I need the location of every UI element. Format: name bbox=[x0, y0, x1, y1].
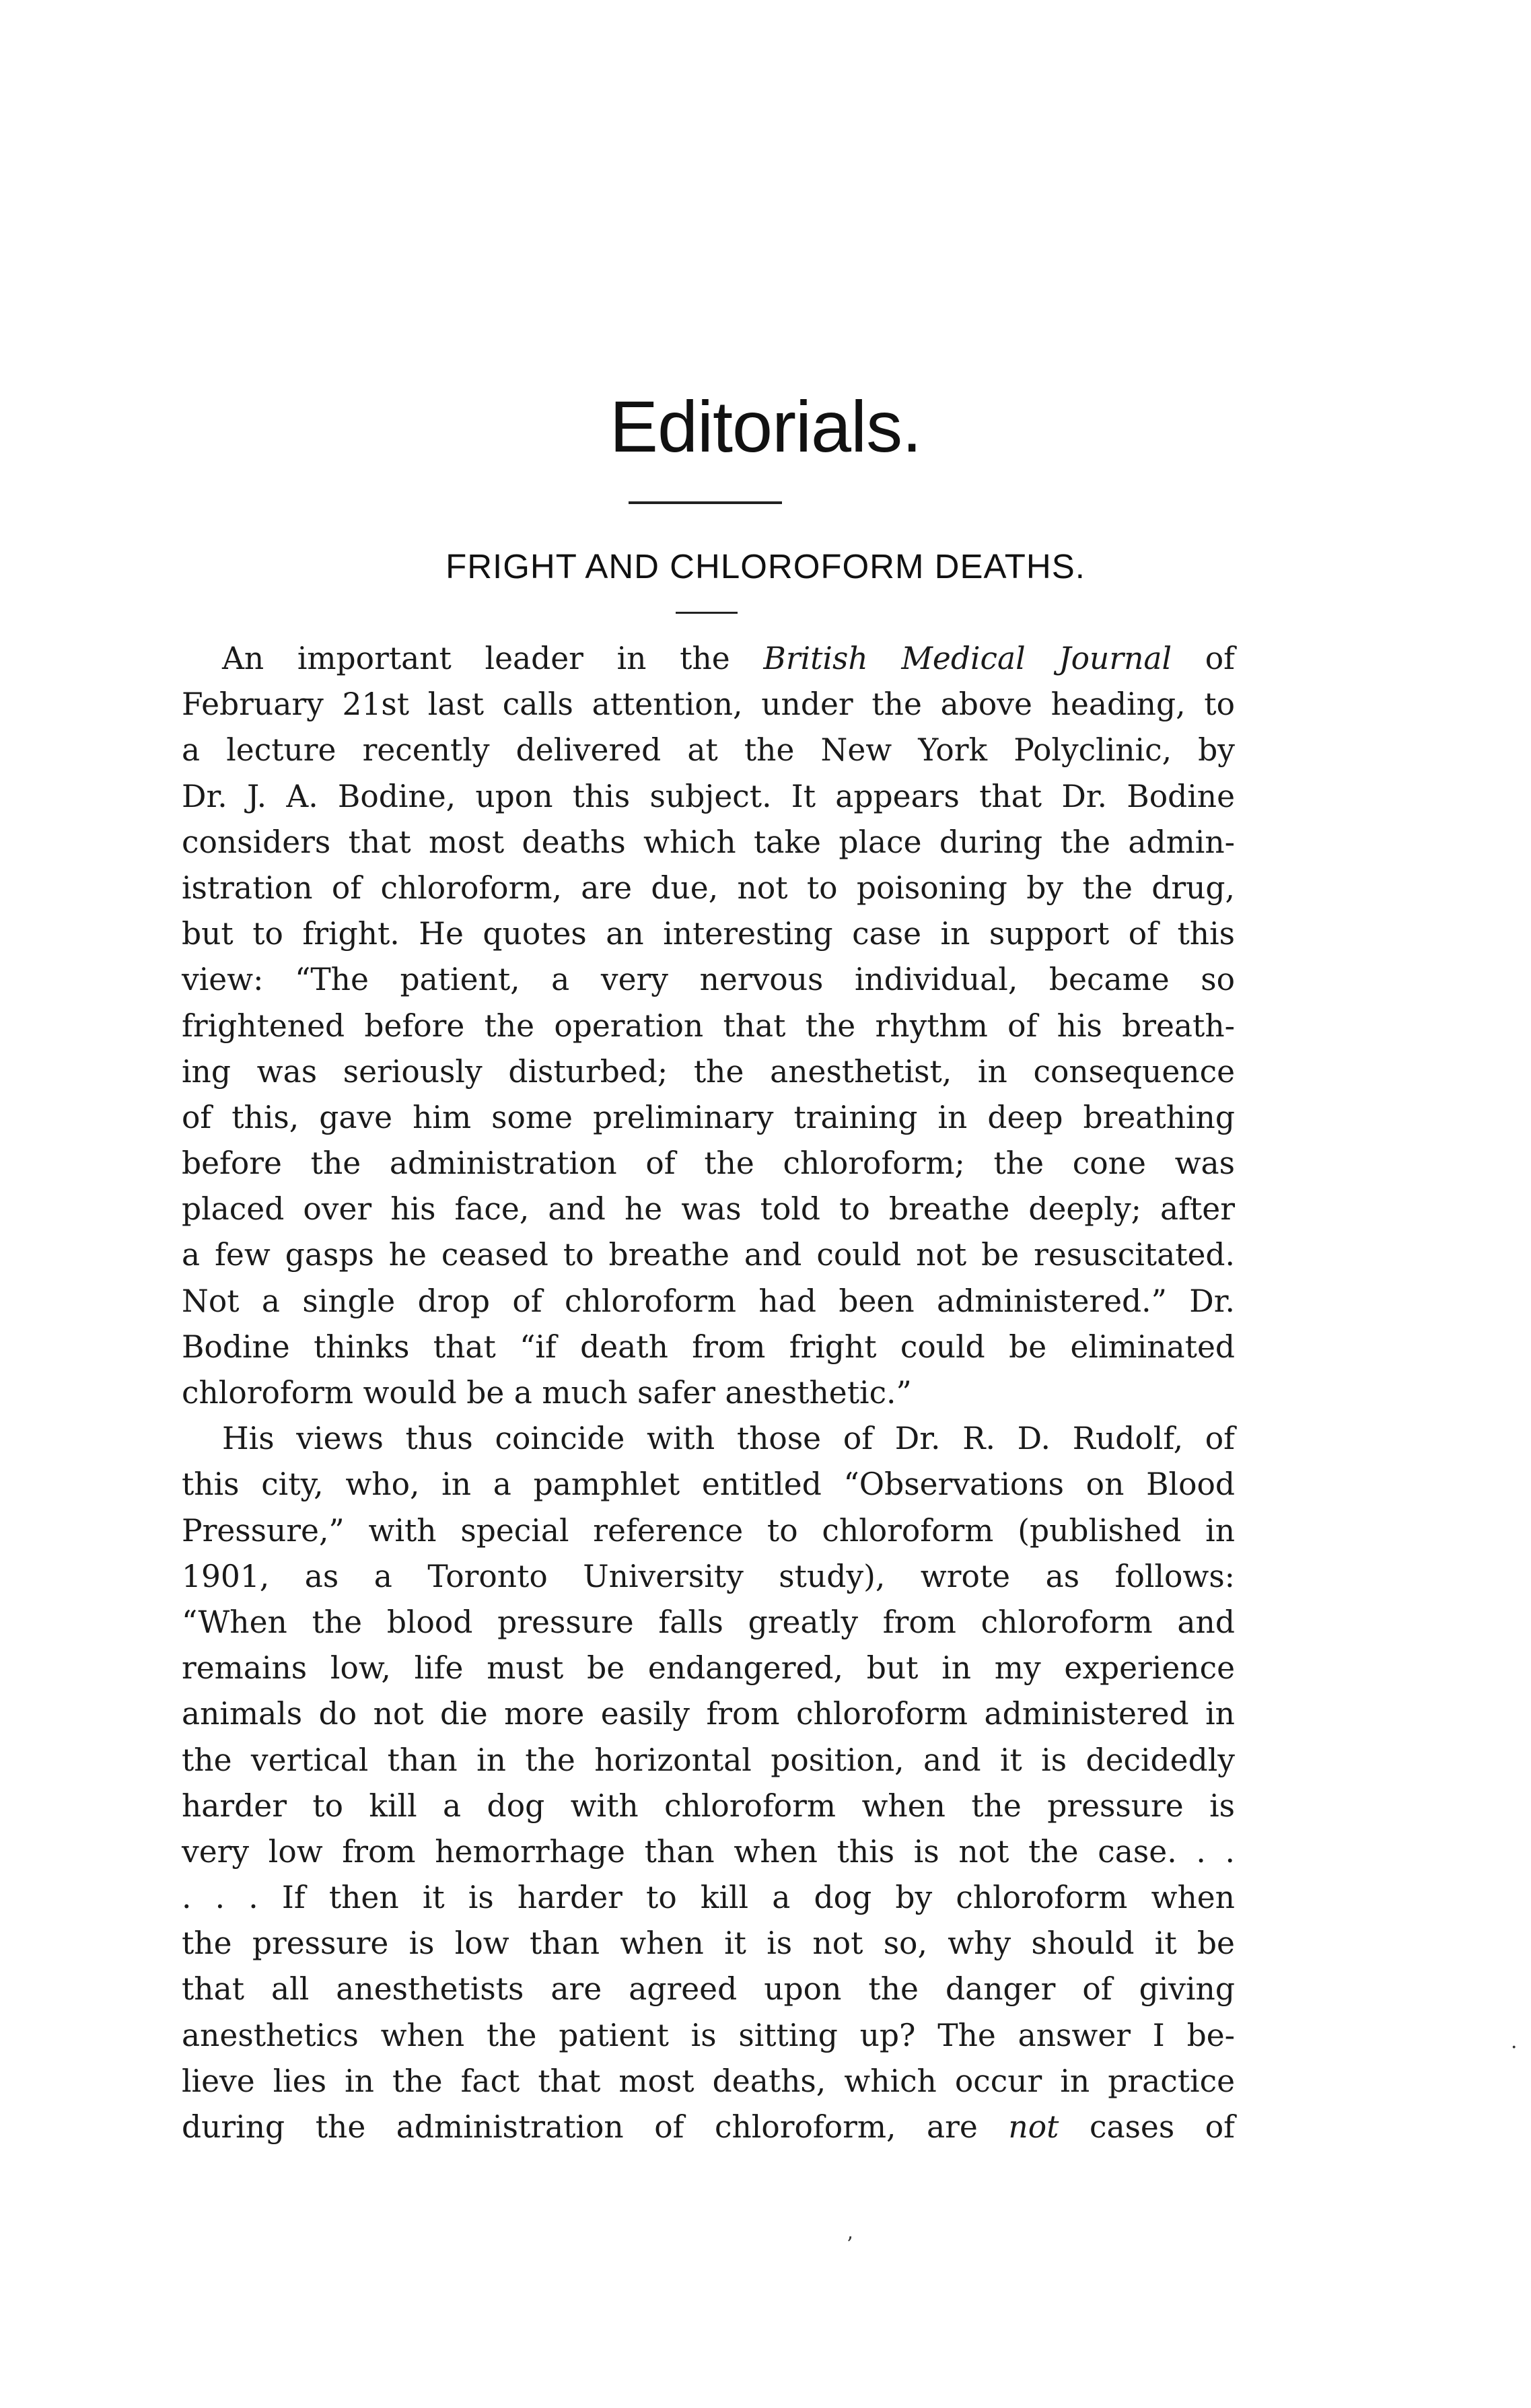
text-line: His views thus coincide with those of Dr. R. D. Rudolf, of bbox=[222, 1421, 1235, 1457]
text-line: this city, who, in a pamphlet entitled “Observations on Blood bbox=[182, 1466, 1235, 1503]
article-title: FRIGHT AND CHLOROFORM DEATHS. bbox=[446, 547, 1085, 586]
text-line: the pressure is low than when it is not so, why should it be bbox=[182, 1925, 1235, 1962]
text-line: that all anesthetists are agreed upon the danger of giving bbox=[182, 1971, 1235, 2008]
scan-artifact-mark: ’ bbox=[847, 2233, 853, 2257]
text-line: lieve lies in the fact that most deaths, which occur in practice bbox=[182, 2063, 1235, 2099]
text-line: considers that most deaths which take place during the admin- bbox=[182, 824, 1235, 860]
text-line: Bodine thinks that “if death from fright could be eliminated bbox=[182, 1329, 1235, 1365]
text-line: before the administration of the chloroform; the cone was bbox=[182, 1145, 1235, 1182]
heading-divider bbox=[629, 501, 782, 504]
text-line: frightened before the operation that the rhythm of his breath- bbox=[182, 1007, 1235, 1044]
text-line: but to fright. He quotes an interesting case in support of this bbox=[182, 916, 1235, 952]
text-line: Pressure,” with special reference to chloroform (published in bbox=[182, 1512, 1235, 1549]
text-line: the vertical than in the horizontal position, and it is decidedly bbox=[182, 1742, 1235, 1778]
text-line: . . . If then it is harder to kill a dog by chloroform when bbox=[182, 1880, 1235, 1916]
text-line: harder to kill a dog with chloroform when the pressure is bbox=[182, 1787, 1235, 1824]
text-line: ing was seriously disturbed; the anesthetist, in consequence bbox=[182, 1053, 1235, 1090]
title-divider bbox=[676, 612, 738, 614]
text-line: a few gasps he ceased to breathe and could not be resuscitated. bbox=[182, 1237, 1235, 1273]
text-line: view: “The patient, a very nervous individual, became so bbox=[182, 962, 1235, 998]
scan-artifact-dot: · bbox=[1511, 2036, 1518, 2059]
paragraph-1 bbox=[182, 636, 1235, 1416]
text-line: a lecture recently delivered at the New York Polyclinic, by bbox=[182, 732, 1235, 769]
section-heading: Editorials. bbox=[609, 386, 922, 467]
journal-title: British Medical Journal bbox=[763, 641, 1172, 676]
text-line: very low from hemorrhage than when this is not the case. . . bbox=[182, 1833, 1235, 1870]
text-line: February 21st last calls attention, under the above heading, to bbox=[182, 686, 1235, 723]
text-line: of this, gave him some preliminary training in deep breathing bbox=[182, 1099, 1235, 1135]
text-line: istration of chloroform, are due, not to poisoning by the drug, bbox=[182, 870, 1235, 906]
article-body bbox=[182, 636, 1235, 2150]
text-line: remains low, life must be endangered, but in my experience bbox=[182, 1650, 1235, 1687]
text-line: “When the blood pressure falls greatly from chloroform and bbox=[182, 1604, 1235, 1640]
emphasis-not: not bbox=[1008, 2109, 1059, 2145]
text-line: anesthetics when the patient is sitting up? The answer I be- bbox=[182, 2017, 1235, 2053]
text-line: Dr. J. A. Bodine, upon this subject. It appears that Dr. Bodine bbox=[182, 778, 1235, 814]
text-line: during the administration of chloroform, are not cases of bbox=[182, 2109, 1236, 2145]
text-line: Not a single drop of chloroform had been administered.” Dr. bbox=[182, 1283, 1235, 1319]
text-line: 1901, as a Toronto University study), wrote as follows: bbox=[182, 1558, 1235, 1594]
paragraph-2 bbox=[182, 1416, 1235, 2150]
text-line: chloroform would be a much safer anesthetic.” bbox=[182, 1375, 912, 1411]
text-line: animals do not die more easily from chloroform administered in bbox=[182, 1696, 1235, 1732]
text-line: An important leader in the British Medical Journal of bbox=[222, 641, 1235, 676]
text-line: placed over his face, and he was told to breathe deeply; after bbox=[182, 1191, 1235, 1228]
